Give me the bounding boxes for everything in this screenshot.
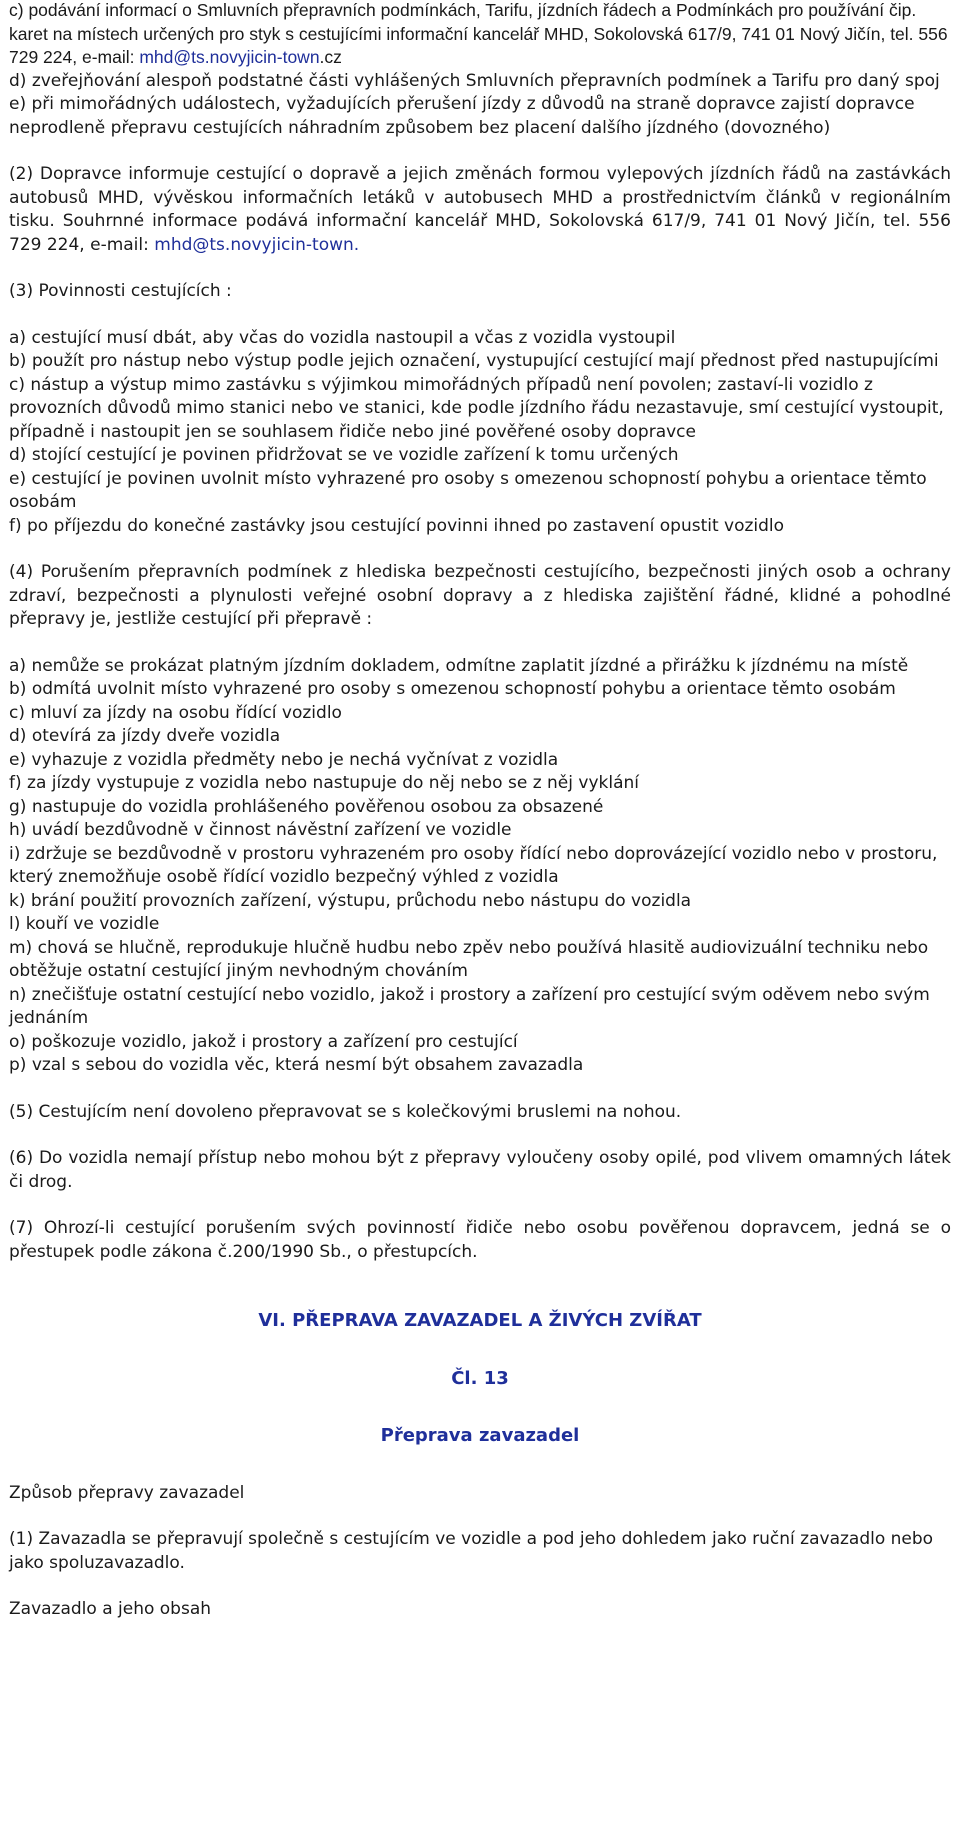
paragraph-3-title: (3) Povinnosti cestujících :	[9, 281, 232, 301]
list-item: l) kouří ve vozidle	[9, 914, 160, 934]
document-page	[9, 0, 951, 1622]
paragraph-6: (6) Do vozidla nemají přístup nebo mohou být z přepravy vyloučeny osoby opilé, pod vlivem omamných látek či drog.	[9, 1148, 951, 1192]
list-item: n) znečišťuje ostatní cestující nebo vozidlo, jakož i prostory a zařízení pro cestující svým oděvem nebo svým jednáním	[9, 984, 930, 1028]
article-number: Čl. 13	[451, 1367, 509, 1389]
top-item-d: d) zveřejňování alespoň podstatné části vyhlášených Smluvních přepravních podmínek a Tarifu pro daný spoj	[9, 70, 940, 91]
list-item: e) cestující je povinen uvolnit místo vyhrazené pro osoby s omezenou schopností pohybu a orientace těmto osobám	[9, 468, 927, 512]
list-item: d) stojící cestující je povinen přidržovat se ve vozidle zařízení k tomu určených	[9, 445, 679, 465]
section-title: VI. PŘEPRAVA ZAVAZADEL A ŽIVÝCH ZVÍŘAT	[258, 1310, 702, 1331]
list-item: c) nástup a výstup mimo zastávku s výjimkou mimořádných případů není povolen; zastaví-li vozidlo z provozních důvodů mimo stanici nebo ve stanici, kde podle jízdního řádu nezastavuje, smí cestující vystoupit, případně i nastoupit jen se souhlasem řidiče nebo jiné pověřené osoby dopravce	[9, 374, 944, 442]
list-item: b) použít pro nástup nebo výstup podle jejich označení, vystupující cestující mají přednost před nastupujícími	[9, 351, 939, 371]
violations-list	[9, 655, 951, 1078]
top-item-e: e) při mimořádných událostech, vyžadujících přerušení jízdy z důvodů na straně dopravce zajistí dopravce neprodleně přepravu cestujících náhradním způsobem bez placení dalšího jízdného (dovozného)	[9, 94, 915, 138]
list-item: o) poškozuje vozidlo, jakož i prostory a zařízení pro cestující	[9, 1031, 518, 1052]
paragraph-5: (5) Cestujícím není dovoleno přepravovat se s kolečkovými bruslemi na nohou.	[9, 1101, 682, 1122]
list-item: g) nastupuje do vozidla prohlášeného pověřenou osobou za obsazené	[9, 796, 604, 817]
email-suffix: .cz	[319, 47, 342, 67]
paragraph-2	[9, 163, 951, 257]
subheading-luggage-content: Zavazadlo a jeho obsah	[9, 1599, 212, 1619]
list-item: h) uvádí bezdůvodně v činnost návěstní zařízení ve vozidle	[9, 820, 512, 840]
list-item: f) za jízdy vystupuje z vozidla nebo nastupuje do něj nebo se z něj vyklání	[9, 773, 639, 793]
list-item: a) cestující musí dbát, aby včas do vozidla nastoupil a včas z vozidla vystoupil	[9, 327, 676, 348]
list-item: m) chová se hlučně, reprodukuje hlučně hudbu nebo zpěv nebo používá hlasitě audiovizuální techniku nebo obtěžuje ostatní cestující jiným nevhodným chováním	[9, 937, 929, 981]
list-item: a) nemůže se prokázat platným jízdním dokladem, odmítne zaplatit jízdné a přirážku k jízdnému na místě	[9, 655, 909, 676]
list-item: e) vyhazuje z vozidla předměty nebo je nechá vyčnívat z vozidla	[9, 749, 559, 770]
passenger-duties-list	[9, 327, 951, 539]
list-item: f) po příjezdu do konečné zastávky jsou cestující povinni ihned po zastavení opustit vozidlo	[9, 515, 785, 536]
list-item: c) mluví za jízdy na osobu řídící vozidlo	[9, 702, 342, 723]
email-link[interactable]: mhd@ts.novyjicin-town	[139, 47, 320, 67]
paragraph-s1: (1) Zavazadla se přepravují společně s cestujícím ve vozidle a pod jeho dohledem jako ruční zavazadlo nebo jako spoluzavazadlo.	[9, 1529, 934, 1573]
list-item: d) otevírá za jízdy dveře vozidla	[9, 726, 281, 746]
top-item-c-text: c) podávání informací o Smluvních přepravních podmínkách, Tarifu, jízdních řádech a Podmínkách pro používání čip. karet na místech určených pro styk s cestujícími informační kancelář MHD, Sokolovská 617/9, 741 01 Nový Jičín, tel. 556 729 224, e-mail:	[9, 0, 948, 67]
paragraph-2-text: (2) Dopravce informuje cestující o dopravě a jejich změnách formou vylepových jízdních řádů na zastávkách autobusů MHD, vývěskou informačních letáků v autobusech MHD a prostřednictvím článků v regionálním tisku. Souhrnné informace podává informační kancelář MHD, Sokolovská 617/9, 741 01 Nový Jičín, tel. 556 729 224, e-mail:	[9, 164, 951, 255]
paragraph-4-title: (4) Porušením přepravních podmínek z hlediska bezpečnosti cestujícího, bezpečnosti jiných osob a ochrany zdraví, bezpečnosti a plynulosti veřejné osobní dopravy a z hlediska zajištění řádné, klidné a pohodlné přepravy je, jestliže cestující při přepravě :	[9, 562, 951, 629]
list-item: p) vzal s sebou do vozidla věc, která nesmí být obsahem zavazadla	[9, 1055, 584, 1075]
subheading-transport-method: Způsob přepravy zavazadel	[9, 1482, 245, 1503]
email-link-2[interactable]: mhd@ts.novyjicin-town.	[154, 234, 360, 255]
article-title: Přeprava zavazadel	[380, 1425, 580, 1446]
paragraph-7: (7) Ohrozí-li cestující porušením svých povinností řidiče nebo osobu pověřenou dopravcem, jedná se o přestupek podle zákona č.200/1990 Sb., o přestupcích.	[9, 1218, 951, 1262]
list-item: k) brání použití provozních zařízení, výstupu, průchodu nebo nástupu do vozidla	[9, 890, 692, 911]
top-item-c	[9, 0, 951, 70]
list-item: i) zdržuje se bezdůvodně v prostoru vyhrazeném pro osoby řídící nebo doprovázející vozidlo nebo v prostoru, který znemožňuje osobě řídící vozidlo bezpečný výhled z vozidla	[9, 843, 938, 887]
list-item: b) odmítá uvolnit místo vyhrazené pro osoby s omezenou schopností pohybu a orientace těmto osobám	[9, 679, 896, 699]
